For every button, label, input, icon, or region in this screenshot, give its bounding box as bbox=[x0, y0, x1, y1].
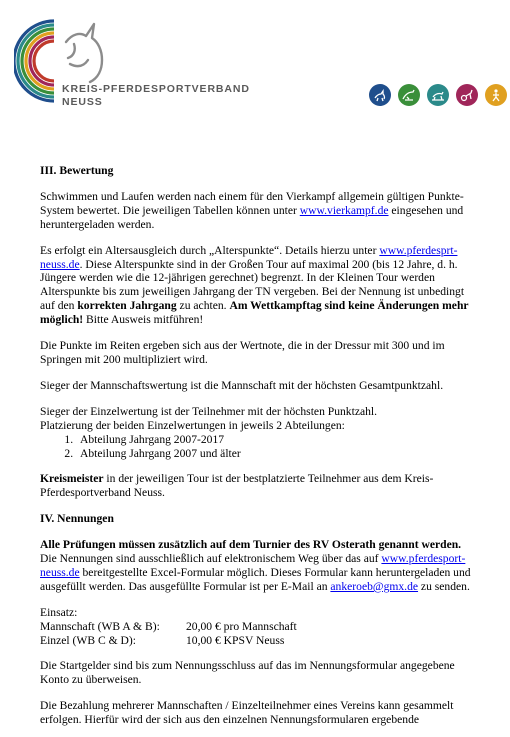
paragraph-text: Bitte Ausweis mitführen! bbox=[83, 313, 204, 327]
paragraph-individual-winner: Sieger der Einzelwertung ist der Teilnehmer mit der höchsten Punktzahl. bbox=[40, 404, 378, 418]
paragraph-age-points bbox=[40, 244, 480, 327]
section-heading-bewertung: III. Bewertung bbox=[40, 164, 114, 177]
paragraph-text: Die Nennungen sind ausschließlich auf elektronischem Weg über das auf bbox=[40, 552, 382, 566]
org-name-line1: KREIS-PFERDESPORTVERBAND bbox=[62, 83, 250, 95]
discipline-icons bbox=[369, 84, 507, 106]
fee-label: Einzel (WB C & D): bbox=[40, 633, 136, 647]
letterhead bbox=[0, 0, 510, 120]
email-link[interactable]: ankeroeb@gmx.de bbox=[330, 579, 419, 593]
fee-row bbox=[40, 620, 480, 634]
paragraph-text: eingesehen und heruntergeladen werden. bbox=[40, 203, 464, 231]
paragraph-text: zu achten. bbox=[176, 299, 230, 313]
paragraph-text: zu senden. bbox=[418, 579, 470, 593]
eventing-icon bbox=[427, 84, 449, 106]
vierkampf-link[interactable]: www.vierkampf.de bbox=[299, 203, 389, 217]
dressage-icon bbox=[369, 84, 391, 106]
fee-value: 20,00 € pro Mannschaft bbox=[186, 619, 297, 633]
paragraph-text: Es erfolgt ein Altersausgleich durch „Alterspunkte“. Details hierzu unter bbox=[40, 243, 380, 257]
fees-heading: Einsatz: bbox=[40, 605, 78, 619]
paragraph-riding-points: Die Punkte im Reiten ergeben sich aus der Wertnote, die in der Dressur mit 300 und im Springen mit 200 multipliziert wird. bbox=[40, 339, 445, 366]
vaulting-icon bbox=[485, 84, 507, 106]
paragraph-text: bereitgestellte Excel-Formular möglich. Dieses Formular kann heruntergeladen und ausgefüllt werden. Das ausgefüllte Formular ist per E-Mail an bbox=[40, 565, 471, 593]
emphasis-text: korrekten Jahrgang bbox=[77, 299, 177, 313]
emphasis-text: Kreismeister bbox=[40, 472, 104, 486]
paragraph-entries-notice: Alle Prüfungen müssen zusätzlich auf dem Turnier des RV Osterath genannt werden. bbox=[40, 538, 462, 552]
org-name-line2: NEUSS bbox=[62, 95, 103, 108]
list-item: 1. Abteilung Jahrgang 2007-2017 bbox=[76, 433, 480, 447]
paragraph-placement: Platzierung der beiden Einzelwertungen in jeweils 2 Abteilungen: bbox=[40, 418, 345, 432]
paragraph-payment: Die Startgelder sind bis zum Nennungsschluss auf das im Nennungsformular angegebene Konto zu überweisen. bbox=[40, 659, 455, 687]
section-heading-nennungen: IV. Nennungen bbox=[40, 512, 114, 526]
pferdesport-form-link[interactable]: www.pferdesport-neuss.de bbox=[40, 552, 466, 579]
paragraph-team-winner: Sieger der Mannschaftswertung ist die Mannschaft mit der höchsten Gesamtpunktzahl. bbox=[40, 378, 444, 392]
paragraph-scoring bbox=[40, 190, 480, 232]
emphasis-text: Am Wettkampftag sind keine Änderungen mehr möglich! bbox=[40, 299, 469, 327]
division-list bbox=[40, 433, 480, 461]
paragraph-group-payment: Die Bezahlung mehrerer Mannschaften / Einzelteilnehmer eines Vereins kann gesammelt erfolgen. Hierfür wird der sich aus den einzelnen Nennungsformularen ergebende bbox=[40, 699, 454, 727]
fee-row bbox=[40, 634, 480, 648]
paragraph-text: Schwimmen und Laufen werden nach einem für den Vierkampf allgemein gültigen Punkte-System bewertet. Die jeweiligen Tabellen können unter bbox=[40, 189, 464, 217]
paragraph-entries bbox=[40, 552, 480, 594]
paragraph-text: in der jeweiligen Tour ist der bestplatzierte Teilnehmer aus dem Kreis-Pferdesportverband Neuss. bbox=[40, 472, 434, 500]
document-body bbox=[40, 164, 480, 727]
driving-icon bbox=[456, 84, 478, 106]
paragraph-text: . Diese Alterspunkte sind in der Großen Tour auf maximal 200 (bis 12 Jahre, d. h. Jüngere werden wie die 12-jährigen gerechnet) begrenzt. In der Kleinen Tour werden Alterspunkte bis zum jeweiligen Jahrgang der TN vergeben. Bei der Nennung ist unbedingt auf den bbox=[40, 257, 465, 313]
fee-value: 10,00 € KPSV Neuss bbox=[186, 633, 285, 647]
list-item: 2. Abteilung Jahrgang 2007 und älter bbox=[76, 447, 480, 461]
organization-name bbox=[62, 83, 250, 108]
paragraph-champion bbox=[40, 472, 480, 500]
pferdesport-link[interactable]: www.pferdesprt-neuss.de bbox=[40, 243, 458, 271]
jumping-icon bbox=[398, 84, 420, 106]
fee-label: Mannschaft (WB A & B): bbox=[40, 619, 160, 633]
